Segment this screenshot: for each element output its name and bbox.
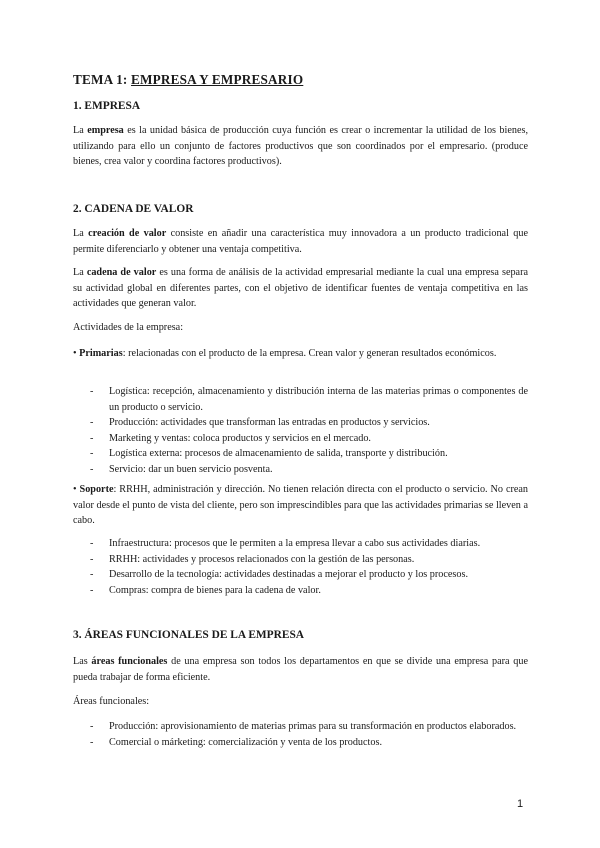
list-item	[73, 462, 528, 478]
list-item-text: Producción: actividades que transforman las entradas en productos y servicios.	[109, 417, 430, 429]
list-item-text: Logística: recepción, almacenamiento y distribución interna de las materias primas o componentes de un producto o servicio.	[109, 386, 528, 413]
list-item	[73, 567, 528, 583]
list-item	[73, 735, 528, 751]
list-item-text: Marketing y ventas: coloca productos y servicios en el mercado.	[109, 432, 371, 444]
list-item	[73, 446, 528, 462]
dash-marker: -	[90, 553, 94, 565]
section-1-heading: 1. EMPRESA	[73, 100, 141, 112]
primarias-paragraph: • Primarias: relacionadas con el producto de la empresa. Crean valor y generan resultados económicos.	[73, 348, 497, 359]
areas-funcionales-paragraph: Las áreas funcionales de una empresa son todos los departamentos en que se divide una empresa para que pueda trabajar de forma eficiente.	[73, 656, 528, 683]
list-item	[73, 552, 528, 568]
dash-marker: -	[90, 432, 94, 444]
dash-marker: -	[90, 538, 94, 549]
page-number: 1	[517, 798, 524, 810]
dash-marker: -	[90, 463, 94, 475]
primarias-list	[73, 384, 528, 478]
dash-marker: -	[90, 386, 94, 397]
empresa-paragraph: La empresa es la unidad básica de producción cuya función es crear o incrementar la utilidad de los bienes, utilizando para ello un conjunto de factores productivos que son coordinados por el empresario. (produce bienes, crea valor y coordina factores productivos).	[73, 125, 528, 168]
list-item	[73, 415, 528, 431]
section-3-heading: 3. ÁREAS FUNCIONALES DE LA EMPRESA	[73, 629, 305, 641]
list-item	[73, 536, 528, 552]
list-item-text: RRHH: actividades y procesos relacionados con la gestión de las personas.	[109, 553, 415, 565]
list-item-text: Compras: compra de bienes para la cadena de valor.	[109, 584, 321, 596]
cadena-valor-paragraph: La cadena de valor es una forma de análisis de la actividad empresarial mediante la cual una empresa separa su actividad global en diferentes partes, con el objetivo de identificar fuentes de ventaja competitiva en las actividades que generan valor.	[73, 267, 528, 310]
dash-marker: -	[90, 721, 94, 732]
list-item-text: Comercial o márketing: comercialización y venta de los productos.	[109, 736, 382, 748]
dash-marker: -	[90, 584, 94, 596]
soporte-paragraph: • Soporte: RRHH, administración y dirección. No tienen relación directa con el producto o servicio. No crean valor desde el punto de vista del cliente, pero son imprescindibles para que las actividades primarias se lleven a cabo.	[73, 484, 529, 527]
soporte-list	[73, 536, 528, 598]
list-item	[73, 719, 528, 735]
list-item	[73, 583, 528, 599]
list-item-text: Producción: aprovisionamiento de materias primas para su transformación en productos elaborados.	[109, 721, 517, 732]
list-item	[73, 431, 528, 447]
dash-marker: -	[90, 569, 94, 581]
dash-marker: -	[90, 417, 94, 429]
list-item-text: Infraestructura: procesos que le permiten a la empresa llevar a cabo sus actividades diarias.	[109, 538, 481, 549]
dash-marker: -	[90, 448, 94, 460]
list-item-text: Logística externa: procesos de almacenamiento de salida, transporte y distribución.	[109, 448, 448, 460]
document-title: TEMA 1: EMPRESA Y EMPRESARIO	[73, 72, 304, 87]
list-item	[73, 384, 528, 415]
list-item-text: Servicio: dar un buen servicio posventa.	[109, 463, 273, 475]
section-2-heading: 2. CADENA DE VALOR	[73, 203, 194, 215]
list-item-text: Desarrollo de la tecnología: actividades destinadas a mejorar el producto y los procesos.	[109, 569, 468, 581]
areas-list	[73, 719, 528, 750]
activities-label: Actividades de la empresa:	[73, 322, 184, 333]
creacion-valor-paragraph: La creación de valor consiste en añadir una característica muy innovadora a un producto tradicional que permite diferenciarlo y obtener una ventaja competitiva.	[73, 228, 528, 255]
areas-label: Áreas funcionales:	[73, 696, 150, 707]
dash-marker: -	[90, 736, 94, 748]
